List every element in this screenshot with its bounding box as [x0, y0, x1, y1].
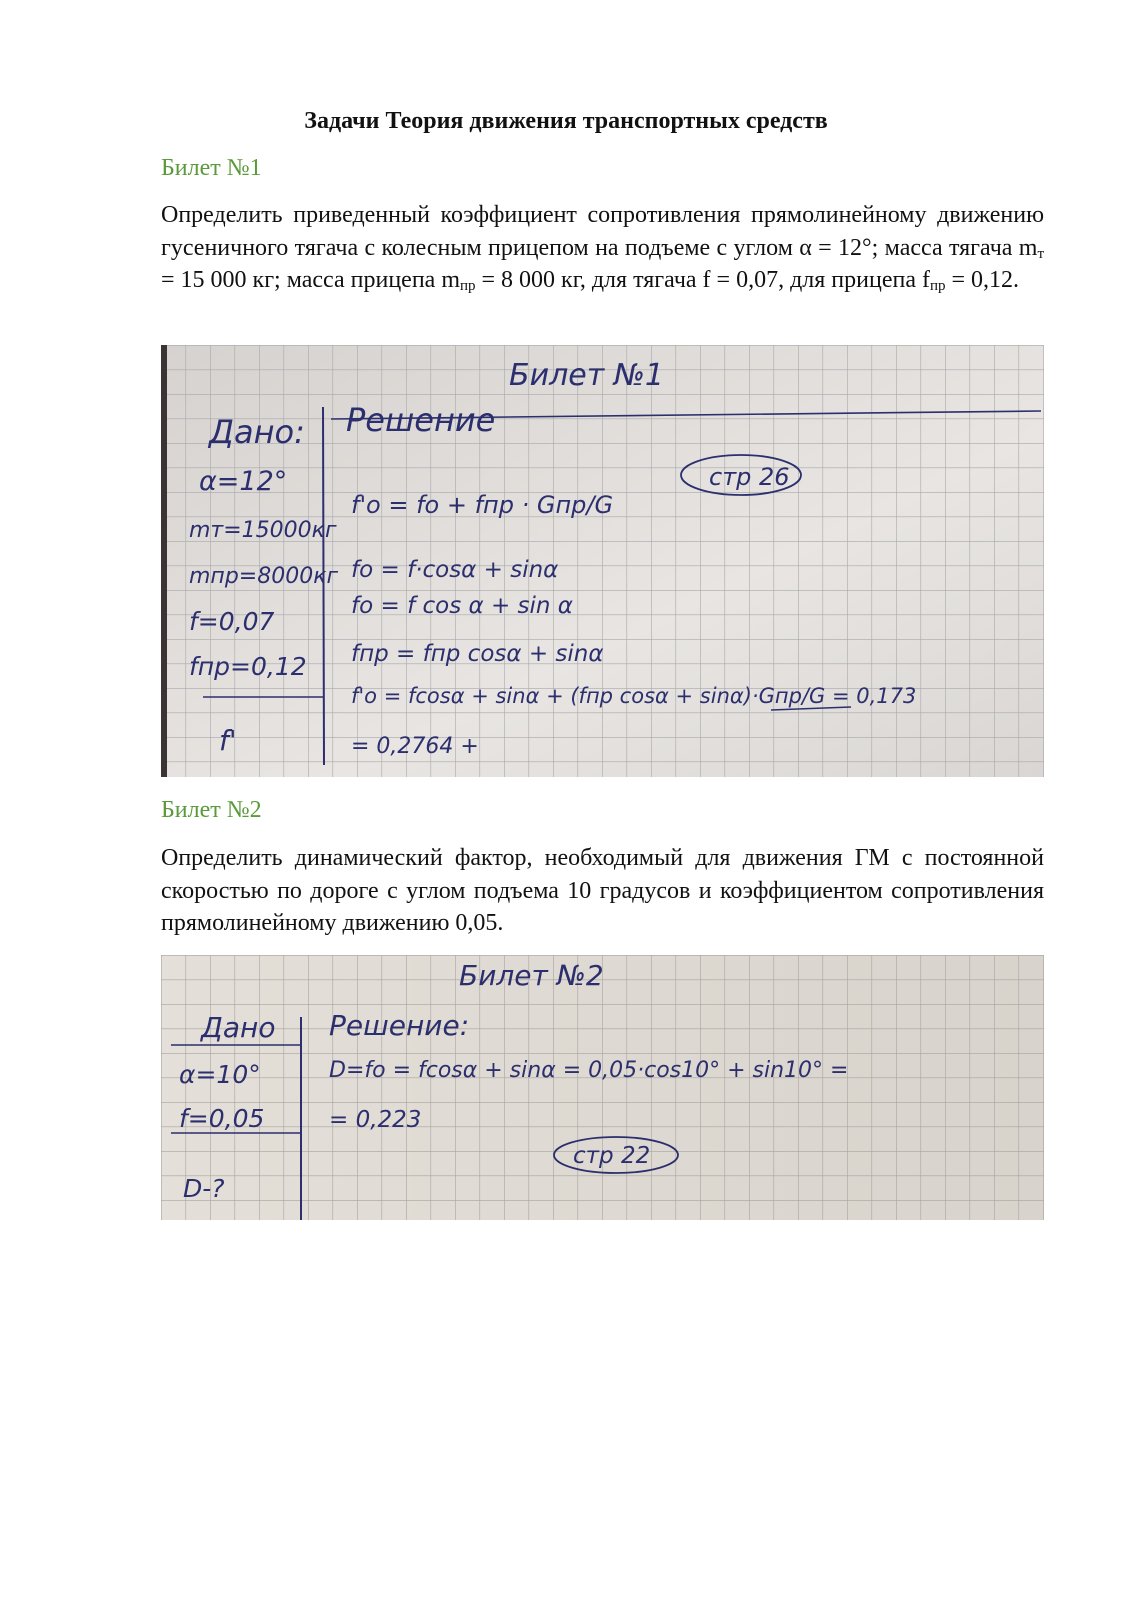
- ticket-1-photo-header: Билет №1: [509, 358, 665, 393]
- page-title: Задачи Теория движения транспортных средств: [304, 108, 828, 134]
- ticket-1-given-item: mт=15000кг: [189, 518, 337, 543]
- ticket-2-given-label: Дано: [201, 1011, 276, 1044]
- ticket-1-given-item: mпр=8000кг: [189, 564, 339, 589]
- ticket-2-solution-label: Решение:: [329, 1009, 470, 1042]
- ticket-2-page-ref: стр 22: [573, 1143, 651, 1169]
- ticket-1-solution-label: Решение: [346, 401, 496, 439]
- ticket-1-task-subscript: т: [1037, 245, 1044, 262]
- ticket-1-solution-line: f'о = fо + fпр · Gпр/G: [351, 491, 614, 519]
- ticket-1-task-part: = 8 000 кг, для тягача f = 0,07, для прицепа f: [475, 267, 930, 293]
- ticket-2-photo-header: Билет №2: [459, 959, 604, 992]
- ticket-1-heading: Билет №1: [161, 155, 262, 181]
- ticket-2-photo: [161, 955, 1044, 1220]
- ticket-2-given-item: f=0,05: [179, 1104, 265, 1133]
- ticket-1-task-part: = 0,12.: [945, 267, 1020, 293]
- ticket-2-heading: Билет №2: [161, 797, 262, 823]
- ticket-1-solution-line: fпр = fпр cosα + sinα: [351, 641, 604, 667]
- ticket-1-given-item: fпр=0,12: [189, 652, 307, 681]
- ticket-1-photo: [161, 345, 1044, 777]
- ticket-1-page-ref: стр 26: [709, 463, 790, 491]
- ticket-1-task-subscript: пр: [929, 278, 946, 294]
- ticket-2-solution-line: D=fо = fcosα + sinα = 0,05·cos10° + sin10° =: [329, 1058, 849, 1083]
- ticket-2-unknown: D-?: [183, 1174, 225, 1203]
- ticket-1-given-label: Дано:: [209, 413, 305, 451]
- ticket-1-unknown: f': [219, 724, 237, 757]
- ticket-1-solution-line: f'о = fcosα + sinα + (fпр cosα + sinα)·Gпр/G = 0,173: [351, 684, 917, 708]
- ticket-1-solution-line: = 0,2764 +: [351, 734, 479, 759]
- ticket-1-task-part: = 15 000 кг; масса прицепа m: [161, 267, 460, 293]
- ticket-2-task: Определить динамический фактор, необходимый для движения ГМ с постоянной скоростью по дороге с углом подъема 10 градусов и коэффициентом сопротивления прямолинейному движению 0,05.: [161, 845, 1044, 936]
- ticket-1-notebook-image: [161, 345, 1044, 777]
- ticket-2-solution-line: = 0,223: [329, 1107, 422, 1133]
- ticket-1-solution-line: fо = f cos α + sin α: [351, 593, 573, 619]
- ticket-1-task: [161, 199, 1044, 297]
- ticket-1-task-part: Определить приведенный коэффициент сопротивления прямолинейному движению гусеничного тягача с колесным прицепом на подъеме с углом α = 12°; масса тягача m: [161, 202, 1044, 261]
- ticket-1-given-item: f=0,07: [189, 607, 275, 636]
- ticket-2-given-item: α=10°: [179, 1060, 261, 1089]
- ticket-1-task-subscript: пр: [459, 278, 476, 294]
- ticket-1-given-item: α=12°: [199, 466, 288, 497]
- ticket-2-notebook-image: [161, 955, 1044, 1220]
- ticket-1-solution-line: fо = f·cosα + sinα: [351, 557, 559, 583]
